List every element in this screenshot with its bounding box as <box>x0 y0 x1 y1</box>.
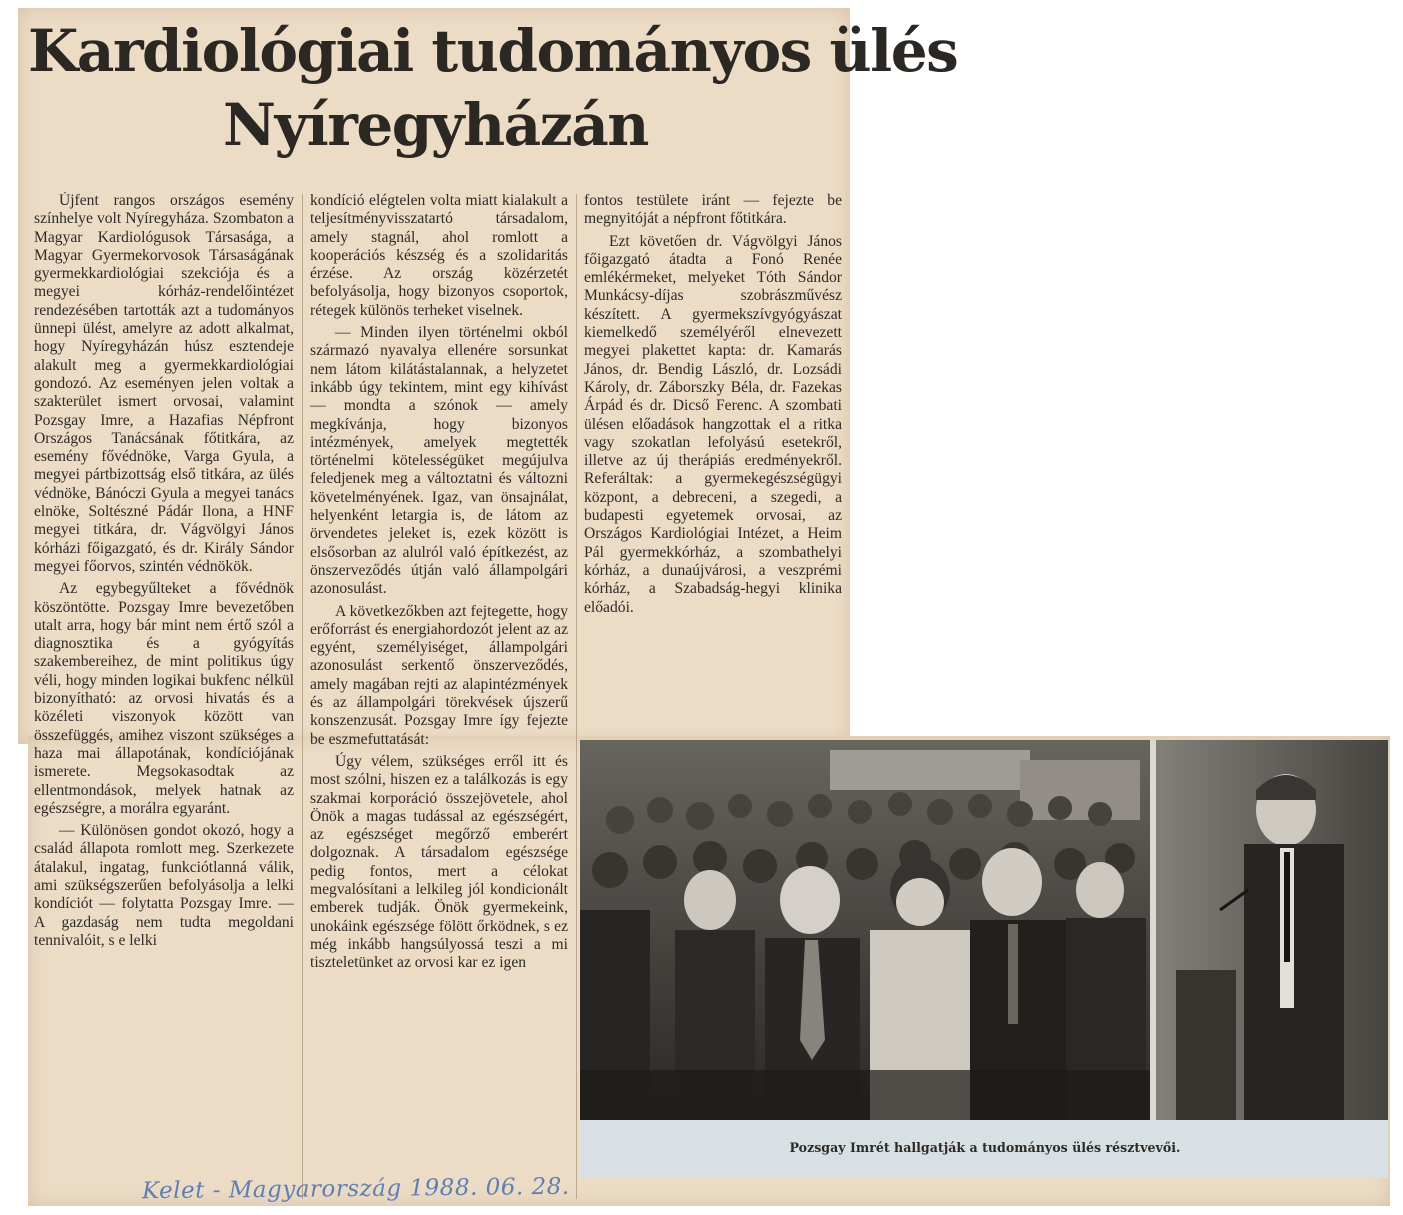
column-divider <box>302 194 303 1199</box>
article-column-2 <box>310 192 568 1202</box>
paragraph: — Különösen gondot okozó, hogy a család állapota romlott meg. Szerkezete átalakul, ingatag, funkciótlanná válik, ami szükségszerűen befolyásolja a lelki kondíciót — folytatta Pozsgay Imre. — A gazdaság nem tudta megoldani tennivalóit, s e lelki <box>34 822 294 949</box>
audience-photo-illustration <box>580 740 1388 1120</box>
paragraph: Ezt követően dr. Vágvölgyi János főigazgató átadta a Fonó Renée emlékérmeket, melyeket Tóth Sándor Munkácsy-díjas szobrászművész készített. A gyermekszívgyógyászat kiemelkedő személyéről elnevezett megyei plakettet kapta: dr. Kamarás János, dr. Bendig László, dr. Lozsádi Károly, dr. Záborszky Béla, dr. Fazekas Árpád és dr. Dicső Ferenc. A szombati ülésen előadások hangzottak el a ritka vagy szokatlan lefolyású esetekről, illetve az új therápiás eredményekről. Referáltak: a gyermekegészségügyi központ, a debreceni, a szegedi, a budapesti egyetemek orvosai, az Országos Kardiológiai Intézet, a Heim Pál gyermekkórház, a szombathelyi kórház, a dunaújvárosi, a veszprémi kórház, a Szabadság-hegyi klinika előadói. <box>584 232 842 616</box>
handwritten-source-note: Kelet - Magyarország 1988. 06. 28. <box>141 1173 570 1205</box>
paragraph: A következőkben azt fejtegette, hogy erőforrást és energiahordozót jelent az az egyént, személyiséget, állampolgári azonosulást serkentő önszerveződés, amely magában rejti az alapintézmények és az állampolgári törekvések újszerű konszenzusát. Pozsgay Imre így fejezte be eszmefuttatását: <box>310 602 568 748</box>
paragraph: fontos testülete iránt — fejezte be megnyitóját a népfront főtitkára. <box>584 192 842 228</box>
article-column-3 <box>584 192 842 740</box>
paragraph: Az egybegyűlteket a fővédnök köszöntötte. Pozsgay Imre bevezetőben utalt arra, hogy bár mint nem értő szól a diagnosztika és a gyógyítás szakembereihez, de mint politikus úgy véli, hogy minden logikai bukfenc nélkül bizonyítható: az orvosi hivatás és a közéleti viszonyok között van összefüggés, amihez viszont szükséges a haza mai állapotának, kondíciójának ismerete. Megsokasodtak az ellentmondások, melyek hatnak az egészségre, a morálra egyaránt. <box>34 580 294 817</box>
paragraph: kondíció elégtelen volta miatt kialakult a teljesítményvisszatartó társadalom, amely stagnál, ahol romlott a kooperációs készség és a szolidaritás érzése. Az ország közérzetét befolyásolja, hogy bizonyos csoportok, rétegek különös terheket viselnek. <box>310 192 568 319</box>
photo-caption: Pozsgay Imrét hallgatják a tudományos ülés résztvevői. <box>789 1140 1181 1155</box>
column-divider <box>576 194 577 1199</box>
headline-line-2: Nyíregyházán <box>223 91 648 159</box>
headline-line-1: Kardiológiai tudományos ülés <box>28 17 958 85</box>
paragraph: Úgy vélem, szükséges erről itt és most szólni, hiszen ez a találkozás is egy szakmai korporáció összejövetele, ahol Önök a magas tudással az egészségért, az egészséget megőrző emberért dolgoznak. A társadalom egészsége pedig fontos, mert a célokat megvalósítani a lelkileg jól kondicionált emberek tudják. Önök gyermekeink, unokáink egészsége fölött őrködnek, s ez még inkább hangsúlyossá teszi a mi tiszteletünket az orvosi kar ez igen <box>310 752 568 972</box>
article-photo <box>580 740 1388 1120</box>
paragraph: — Minden ilyen történelmi okból származó nyavalya ellenére sorsunkat nem látom kilátástalannak, a helyzetet inkább úgy tekintem, mint egy kihívást — mondta a szónok — amely megkívánja, hogy bizonyos intézmények, amelyek megtették történelmi kötelességüket megújulva feledjenek meg a változtatni és változni követelményének. Igaz, van önsajnálat, helyenként letargia is, de látom az örvendetes jeleket is, ezek között is elsősorban az alulról való építkezést, az önszerveződés útján való állampolgári azonosulást. <box>310 324 568 598</box>
paragraph: Újfent rangos országos esemény színhelye volt Nyíregyháza. Szombaton a Magyar Kardiológusok Társasága, a Magyar Gyermekorvosok Társaságának gyermekkardiológiai szekciója és a megyei kórház-rendelőintézet rendezésében tartották azt a tudományos ünnepi ülést, amelyre az adott alkalmat, hogy Nyíregyházán húsz esztendeje alakult meg a gyermekkardiológiai gondozó. Az eseményen jelen voltak a szakterület ismert orvosai, valamint Pozsgay Imre, a Hazafias Népfront Országos Tanácsának főtitkára, az esemény fővédnöke, Varga Gyula, a megyei pártbizottság első titkára, az ülés védnöke, Bánóczi Gyula a megyei tanács elnöke, Soltészné Pádár Ilona, a HNF megyei titkára, dr. Vágvölgyi János kórházi főigazgató, és dr. Király Sándor megyei főorvos, szintén védnökök. <box>34 192 294 575</box>
article-headline <box>28 14 958 162</box>
article-column-1 <box>34 192 294 1202</box>
